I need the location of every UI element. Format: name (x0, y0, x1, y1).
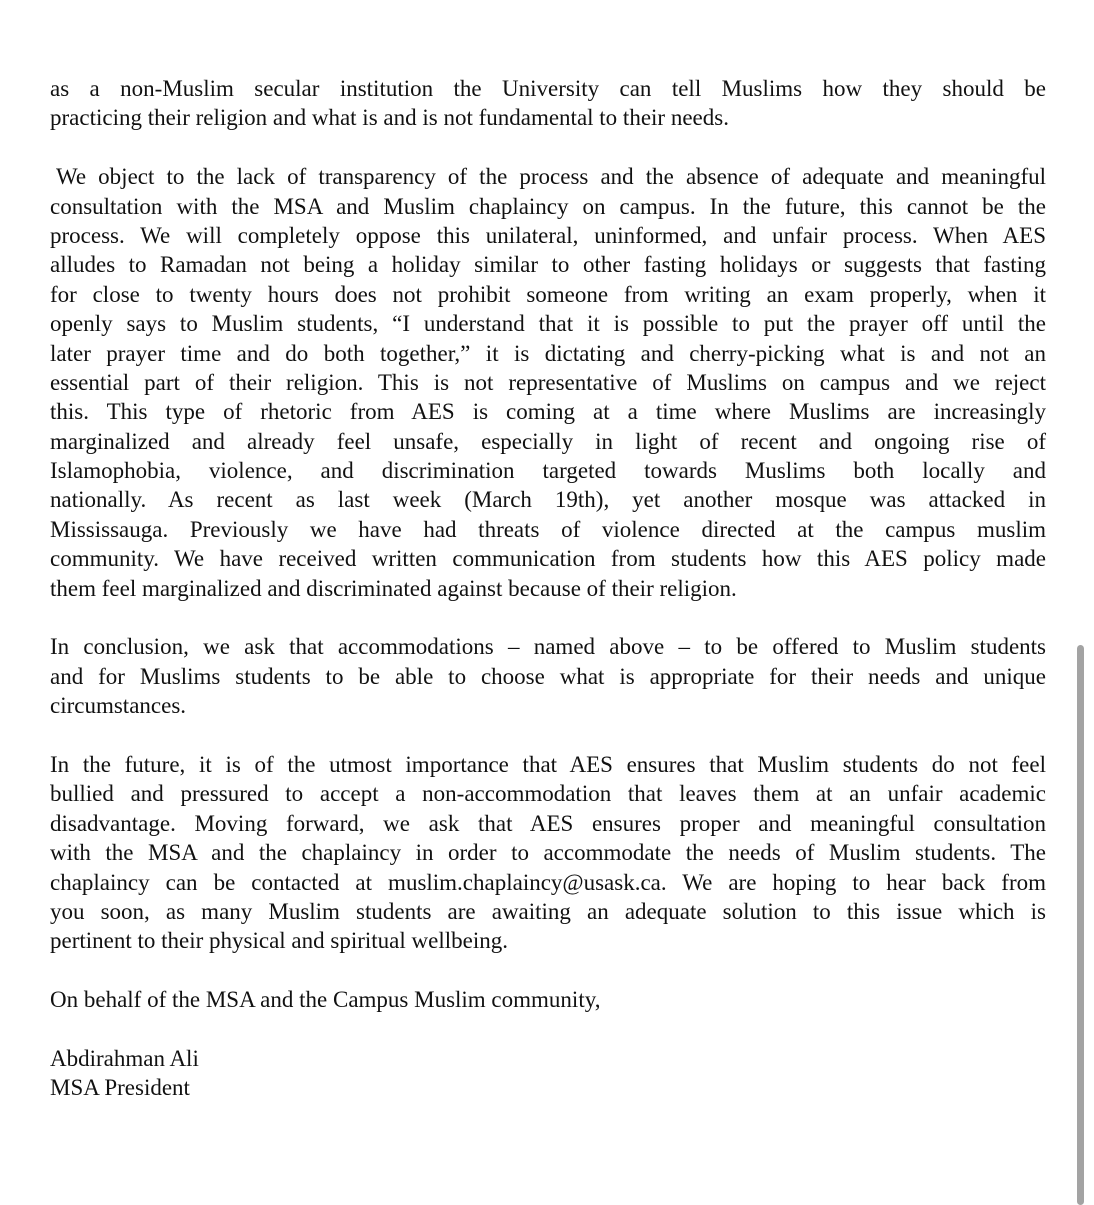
scrollbar-thumb[interactable] (1077, 645, 1084, 1205)
text-line: Islamophobia, violence, and discrimination targeted towards Muslims both locally and (50, 458, 1046, 484)
text-line: bullied and pressured to accept a non-accommodation that leaves them at an unfair academic (50, 781, 1046, 807)
text-line: for close to twenty hours does not prohibit someone from writing an exam properly, when it (50, 281, 1046, 307)
text-line: consultation with the MSA and Muslim chaplaincy on campus. In the future, this cannot be the (50, 193, 1046, 219)
paragraph (50, 632, 1046, 720)
text-line: alludes to Ramadan not being a holiday similar to other fasting holidays or suggests that fasting (50, 252, 1046, 278)
text-line: and for Muslims students to be able to choose what is appropriate for their needs and unique (50, 663, 1046, 689)
paragraph (50, 750, 1046, 956)
text-line: Mississauga. Previously we have had threats of violence directed at the campus muslim (50, 516, 1046, 542)
letter-body (50, 74, 1046, 1132)
text-line: marginalized and already feel unsafe, especially in light of recent and ongoing rise of (50, 428, 1046, 454)
text-line: practicing their religion and what is and is not fundamental to their needs. (50, 105, 729, 131)
text-line: community. We have received written communication from students how this AES policy made (50, 546, 1046, 572)
text-line: openly says to Muslim students, “I understand that it is possible to put the prayer off until the (50, 311, 1046, 337)
text-line: pertinent to their physical and spiritual wellbeing. (50, 928, 508, 954)
text-line: circumstances. (50, 693, 187, 719)
text-line: disadvantage. Moving forward, we ask that AES ensures proper and meaningful consultation (50, 810, 1046, 836)
paragraph (50, 74, 1046, 133)
text-line: We object to the lack of transparency of the process and the absence of adequate and meaningful (56, 164, 1046, 190)
text-line: process. We will completely oppose this unilateral, uninformed, and unfair process. When AES (50, 222, 1046, 248)
text-line: nationally. As recent as last week (March 19th), yet another mosque was attacked in (50, 487, 1046, 513)
text-line: On behalf of the MSA and the Campus Muslim community, (50, 987, 601, 1013)
text-line: with the MSA and the chaplaincy in order to accommodate the needs of Muslim students. The (50, 840, 1046, 866)
text-line: them feel marginalized and discriminated against because of their religion. (50, 575, 737, 601)
paragraph (50, 985, 1046, 1014)
text-line: later prayer time and do both together,” it is dictating and cherry-picking what is and not an (50, 340, 1046, 366)
text-line: essential part of their religion. This is not representative of Muslims on campus and we reject (50, 369, 1046, 395)
text-line: as a non-Muslim secular institution the University can tell Muslims how they should be (50, 76, 1046, 101)
signature-name: Abdirahman Ali (50, 1045, 199, 1071)
text-line: chaplaincy can be contacted at muslim.chaplaincy@usask.ca. We are hoping to hear back from (50, 869, 1046, 895)
paragraph (50, 162, 1046, 603)
text-line: this. This type of rhetoric from AES is coming at a time where Muslims are increasingly (50, 399, 1046, 425)
signature (50, 1044, 1046, 1103)
text-line: In the future, it is of the utmost importance that AES ensures that Muslim students do not feel (50, 751, 1046, 777)
text-line: In conclusion, we ask that accommodations – named above – to be offered to Muslim students (50, 634, 1046, 660)
text-line: you soon, as many Muslim students are awaiting an adequate solution to this issue which is (50, 898, 1046, 924)
signature-title: MSA President (50, 1075, 190, 1101)
